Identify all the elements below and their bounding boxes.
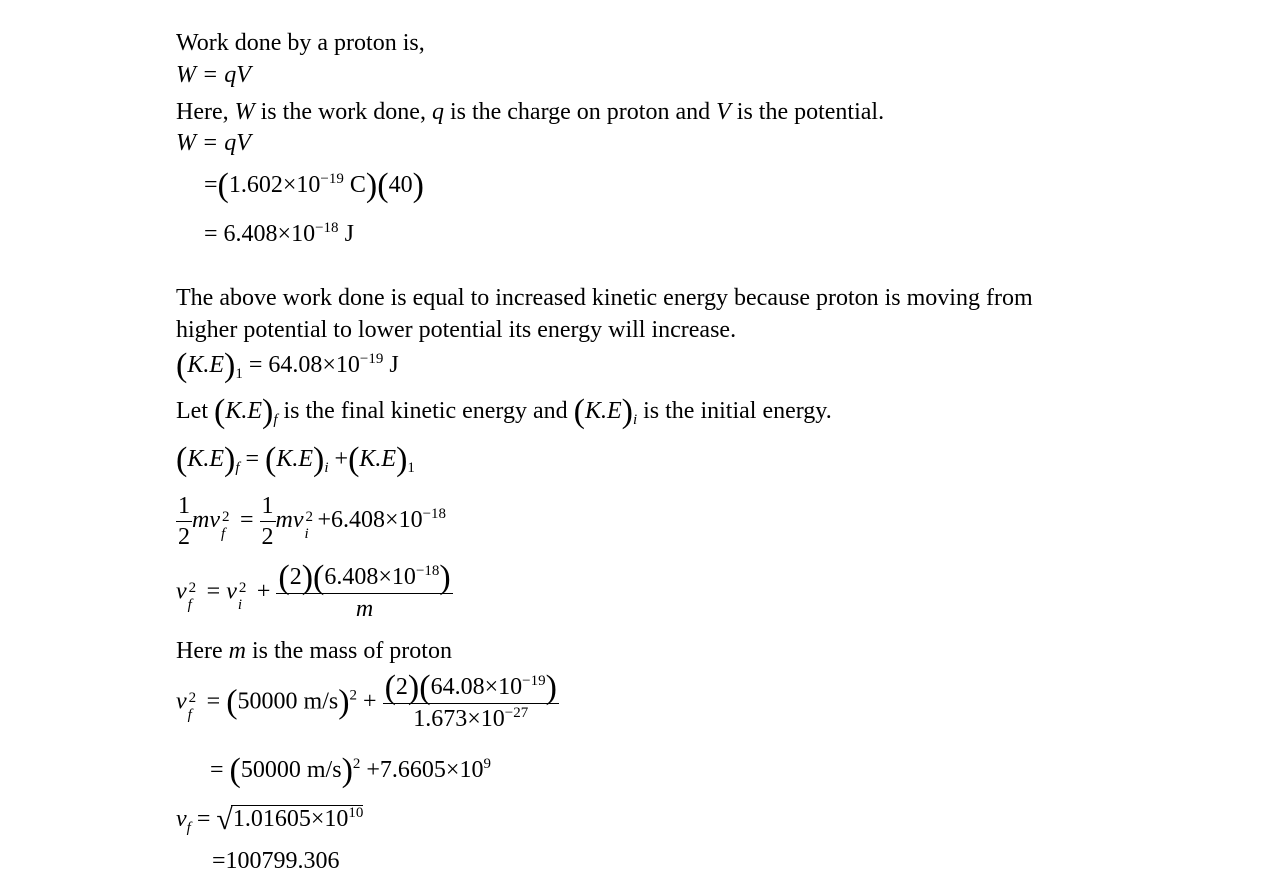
energy-sum-equation: $(K.E)_f = (K.E)_i +(K.E)_1$ [176, 441, 415, 478]
intro-text: Work done by a proton is, [176, 30, 425, 56]
work-substitution: $=(1.602\times 10^{-19}$ C)(40) [204, 167, 424, 204]
final-velocity-substitution: v 2 f = (50000 m/s)$^2$ + $\frac{(2)(64.08\times 10^{-19})}{1.673\times 10^{-27}}$ [176, 669, 557, 732]
final-velocity-result: =100799.306 [212, 848, 340, 874]
paragraph-line-2: higher potential to lower potential its energy will increase. [176, 317, 737, 343]
work-formula: W = qV [176, 62, 251, 88]
final-velocity-simplified: = (50000 $m/s)^2 +7.6605\times 10^9$ [210, 752, 491, 789]
let-definition: Let $(K.E)_f$ is the final kinetic energy and $(K.E)_i$ is the initial energy. [176, 393, 832, 430]
work-result: = $6.408\times 10^{-18}$ J [204, 220, 354, 247]
kinetic-energy-increase: $(K.E)_1 = 64.08\times 10^{-19}$ J [176, 347, 399, 384]
paragraph-line-1: The above work done is equal to increased kinetic energy because proton is moving from [176, 285, 1033, 311]
work-formula-repeat: W = qV [176, 130, 251, 156]
final-velocity-root: $v_f = √1.01605\times 10^{10}$ [176, 803, 364, 836]
kinetic-energy-equation: $\frac{1}{2}$ mv 2 f = $\frac{1}{2}$ mv 2 i $+6.408\times 10^{-18}$ [178, 493, 447, 550]
variable-definitions: Here, W is the work done, q is the charge on proton and V is the potential. [176, 99, 885, 125]
mass-definition: Here m is the mass of proton [176, 638, 452, 664]
final-velocity-squared-equation: v 2 f = v 2 i + $\frac{(2)(6.408\times 10^{-18})}{m}$ [176, 559, 451, 622]
